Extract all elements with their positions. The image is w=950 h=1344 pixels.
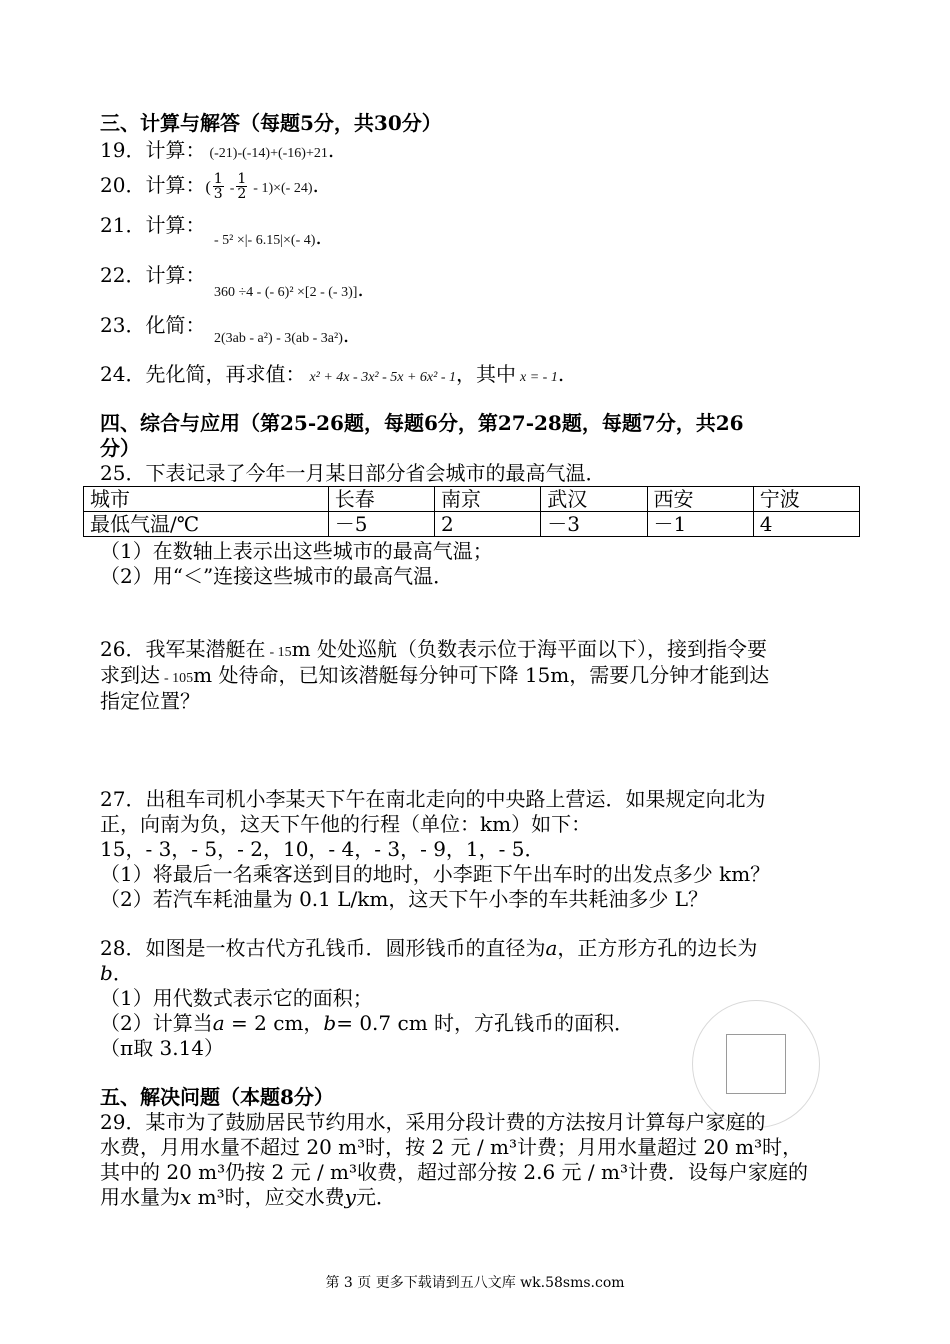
q20-label: 20．计算：	[100, 173, 206, 197]
q20-post: - 1)×(- 24)	[253, 181, 313, 196]
table-cell: 4	[753, 512, 859, 537]
question-23-expr	[210, 322, 349, 352]
question-21-expr	[210, 224, 322, 254]
question-21-label: 21．计算：	[100, 213, 206, 237]
q27-line1: 27．出租车司机小李某天下午在南北走向的中央路上营运．如果规定向北为	[100, 787, 766, 811]
page-footer: 第 3 页 更多下载请到五八文库 wk.58sms.com	[325, 1275, 625, 1291]
q26-depth-1: - 15	[269, 645, 292, 660]
q28-var-b: b	[100, 961, 113, 985]
q24-cond: x = - 1	[520, 370, 558, 385]
temperature-table	[83, 486, 860, 537]
q19-label: 19．计算：	[100, 138, 206, 162]
q25-sub2: （2）用“＜”连接这些城市的最高气温．	[100, 564, 454, 588]
q26-depth-2: - 105	[164, 671, 194, 686]
table-cell: 城市	[84, 487, 329, 512]
q20-end: .	[312, 173, 319, 197]
q28-line2: b．	[100, 961, 133, 985]
table-row	[84, 512, 860, 537]
table-cell: －5	[328, 512, 434, 537]
q20-fraction-2: $\frac{1}{2}$	[237, 171, 247, 202]
table-cell: －3	[541, 512, 647, 537]
table-cell: 南京	[435, 487, 541, 512]
q28-var-a: a	[545, 936, 558, 960]
q19-end: .	[327, 138, 335, 162]
q28-sub3: （π取 3.14）	[100, 1036, 225, 1060]
q25-text: 25．下表记录了今年一月某日部分省会城市的最高气温．	[100, 461, 606, 485]
q29-line3: 其中的 20 m³仍按 2 元 / m³收费，超过部分按 2.6 元 / m³计费．设每户家庭的	[100, 1160, 808, 1184]
q27-sub2: （2）若汽车耗油量为 0.1 L/km，这天下午小李的车共耗油多少 L？	[100, 887, 708, 911]
q28-sub2: （2）计算当a = 2 cm，b= 0.7 cm 时，方孔钱币的面积．	[100, 1011, 635, 1035]
q27-sub1: （1）将最后一名乘客送到目的地时，小李距下午出车时的出发点多少 km？	[100, 862, 771, 886]
question-20	[100, 172, 319, 202]
q21-end: .	[315, 225, 322, 249]
table-cell: 2	[435, 512, 541, 537]
q19-expr: (-21)-(-14)+(-16)+21	[209, 146, 328, 161]
table-cell: 西安	[647, 487, 753, 512]
q23-end: .	[342, 323, 350, 347]
q22-expr: 360 ÷4 - (- 6)² ×[2 - (- 3)]	[214, 285, 358, 300]
q25-sub1: （1）在数轴上表示出这些城市的最高气温；	[100, 539, 493, 563]
q27-line2: 正，向南为负，这天下午他的行程（单位：km）如下：	[100, 812, 592, 836]
table-cell: 最低气温/℃	[84, 512, 329, 537]
q20-pre: (	[205, 179, 211, 196]
question-24	[100, 361, 564, 391]
q22-end: .	[357, 277, 364, 301]
q20-fraction-1: $\frac{1}{3}$	[213, 171, 223, 202]
q26-line2: 求到达 - 105m 处待命，已知该潜艇每分钟可下降 15m，需要几分钟才能到达	[100, 663, 770, 687]
q29-line1: 29．某市为了鼓励居民节约用水，采用分段计费的方法按月计算每户家庭的	[100, 1110, 766, 1134]
section4-title-line2: 分）	[100, 436, 140, 460]
section3-title: 三、计算与解答（每题5分，共30分）	[100, 111, 442, 135]
question-22-expr	[210, 276, 364, 306]
table-cell: 宁波	[753, 487, 859, 512]
q24-mid: ，其中	[456, 362, 516, 386]
q24-expr: x² + 4x - 3x² - 5x + 6x² - 1	[309, 370, 456, 385]
q26-line3: 指定位置？	[100, 689, 200, 713]
question-23-label: 23．化简：	[100, 313, 206, 337]
q20-minus: -	[229, 181, 235, 196]
q27-line3: 15，- 3，- 5，- 2，10，- 4，- 3，- 9，1，- 5．	[100, 837, 545, 861]
question-19	[100, 137, 334, 167]
table-cell: 长春	[328, 487, 434, 512]
q29-line2: 水费，月用水量不超过 20 m³时，按 2 元 / m³计费；月用水量超过 20 m³时，	[100, 1135, 803, 1159]
table-row	[84, 487, 860, 512]
q24-end: .	[557, 362, 565, 386]
q28-line1: 28．如图是一枚古代方孔钱币．圆形钱币的直径为a，正方形方孔的边长为	[100, 936, 758, 960]
q24-label: 24．先化简，再求值：	[100, 362, 306, 386]
section4-title-line1: 四、综合与应用（第25-26题，每题6分，第27-28题，每题7分，共26	[100, 411, 744, 435]
section5-title: 五、解决问题（本题8分）	[100, 1085, 334, 1109]
table-cell: －1	[647, 512, 753, 537]
square-hole	[726, 1034, 786, 1094]
q29-line4: 用水量为x m³时，应交水费y元．	[100, 1185, 396, 1209]
q28-sub1: （1）用代数式表示它的面积；	[100, 986, 373, 1010]
q21-expr: - 5² ×|- 6.15|×(- 4)	[214, 233, 316, 248]
table-cell: 武汉	[541, 487, 647, 512]
q23-expr: 2(3ab - a²) - 3(ab - 3a²)	[214, 331, 343, 346]
question-22-label: 22．计算：	[100, 263, 206, 287]
q26-line1: 26．我军某潜艇在 - 15m 处处巡航（负数表示位于海平面以下），接到指令要	[100, 637, 767, 661]
